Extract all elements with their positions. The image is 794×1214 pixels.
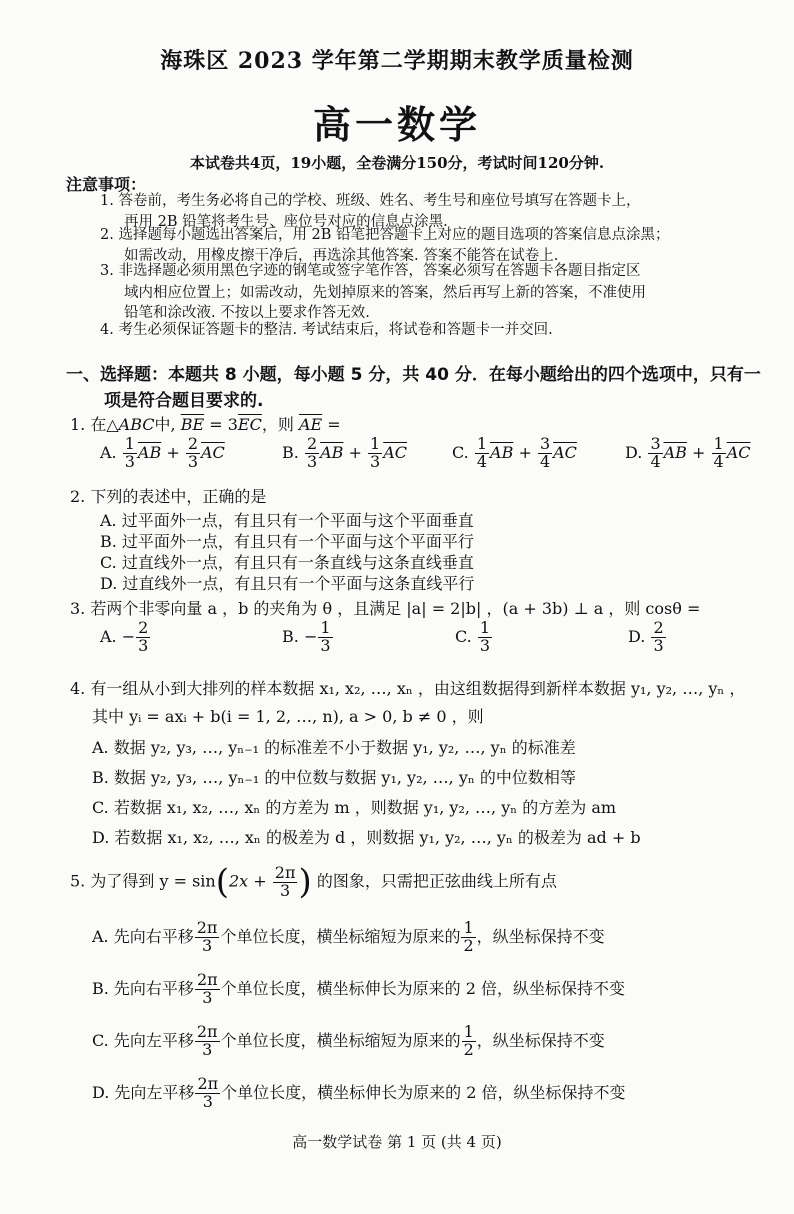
question-1-option-c: C. $\frac{1}{4}$ $\overline{AB}$ + $\frac{3}{4}$ $\overline{AC}$ [452, 434, 577, 471]
question-5-option-b: B. 先向右平移 $\frac{2\pi}{3}$ 个单位长度，横坐标伸长为原来的 2 倍，纵坐标保持不变 [92, 970, 625, 1007]
question-1-option-b: B. $\frac{2}{3}$ $\overline{AB}$ + $\frac{1}{3}$ $\overline{AC}$ [282, 434, 407, 471]
question-4-stem-line-1: 4. 有一组从小到大排列的样本数据 x₁, x₂, …, xₙ ，由这组数据得到新样本数据 y₁, y₂, …, yₙ ， [70, 679, 746, 698]
notice-1-line-2: 再用 2B 铅笔将考生号、座位号对应的信息点涂黑. [124, 214, 448, 230]
notice-2-line-2: 如需改动，用橡皮擦干净后，再选涂其他答案. 答案不能答在试卷上. [124, 248, 559, 264]
question-4-option-a: A. 数据 y₂, y₃, …, yₙ₋₁ 的标准差不小于数据 y₁, y₂, …, yₙ 的标准差 [92, 738, 576, 757]
question-2-stem: 2. 下列的表述中，正确的是 [70, 487, 267, 506]
question-4-stem-line-2: 其中 yᵢ = axᵢ + b(i = 1, 2, …, n), a > 0, b ≠ 0 ，则 [92, 707, 484, 726]
question-5-option-a: A. 先向右平移 $\frac{2\pi}{3}$ 个单位长度，横坐标缩短为原来的 $\frac{1}{2}$ ，纵坐标保持不变 [92, 918, 605, 955]
page-footer: 高一数学试卷 第 1 页 (共 4 页) [292, 1133, 502, 1151]
notice-3-line-3: 铅笔和涂改液. 不按以上要求作答无效. [124, 305, 370, 321]
question-3-option-a: A. − $\frac{2}{3}$ [100, 618, 149, 655]
question-2-option-a: A. 过平面外一点，有且只有一个平面与这个平面垂直 [100, 511, 474, 530]
notice-2-line-1: 2. 选择题每小题选出答案后，用 2B 铅笔把答题卡上对应的题目选项的答案信息点涂黑； [100, 227, 670, 243]
notice-title: 注意事项： [66, 175, 147, 194]
question-3-option-c: C. $\frac{1}{3}$ [455, 618, 491, 655]
notice-4-line-1: 4. 考生必须保证答题卡的整洁. 考试结束后，将试卷和答题卡一并交回. [100, 322, 553, 338]
question-3-option-d: D. $\frac{2}{3}$ [628, 618, 664, 655]
question-3-option-b: B. − $\frac{1}{3}$ [282, 618, 331, 655]
section-1-heading: 一、选择题：本题共 8 小题，每小题 5 分，共 40 分．在每小题给出的四个选项中，只有一 [66, 365, 761, 385]
question-2-option-c: C. 过直线外一点，有且只有一条直线与这条直线垂直 [100, 553, 474, 572]
question-2-option-d: D. 过直线外一点，有且只有一个平面与这条直线平行 [100, 574, 475, 593]
question-4-option-d: D. 若数据 x₁, x₂, …, xₙ 的极差为 d ，则数据 y₁, y₂, …, yₙ 的极差为 ad + b [92, 828, 641, 847]
question-1-stem: 1. 在△ABC中, $\overline{BE} = 3\overline{EC}$，则 $\overline{AE}$ = [70, 415, 341, 434]
notice-1-line-1: 1. 答卷前，考生务必将自己的学校、班级、姓名、考生号和座位号填写在答题卡上， [100, 193, 641, 209]
question-5-option-c: C. 先向左平移 $\frac{2\pi}{3}$ 个单位长度，横坐标缩短为原来的 $\frac{1}{2}$ ，纵坐标保持不变 [92, 1022, 605, 1059]
question-2-option-b: B. 过平面外一点，有且只有一个平面与这个平面平行 [100, 532, 474, 551]
question-5-stem: 5. 为了得到 y = sin(2x + $\frac{2\pi}{3}$ ) 的图象，只需把正弦曲线上所有点 [70, 862, 557, 902]
section-1-heading-cont: 项是符合题目要求的. [104, 391, 264, 411]
notice-3-line-2: 域内相应位置上；如需改动，先划掉原来的答案，然后再写上新的答案，不准使用 [124, 285, 646, 301]
exam-info: 本试卷共4页，19小题，全卷满分150分，考试时间120分钟. [189, 154, 605, 172]
question-1-option-d: D. $\frac{3}{4}$ $\overline{AB}$ + $\frac{1}{4}$ $\overline{AC}$ [625, 434, 751, 471]
question-3-stem: 3. 若两个非零向量 a ，b 的夹角为 θ ，且满足 |a| = 2|b| ，(a + 3b) ⊥ a ，则 cosθ = [70, 599, 701, 618]
question-4-option-b: B. 数据 y₂, y₃, …, yₙ₋₁ 的中位数与数据 y₁, y₂, …, yₙ 的中位数相等 [92, 768, 576, 787]
exam-title: 海珠区 2023 学年第二学期期末教学质量检测 [160, 48, 634, 74]
notice-3-line-1: 3. 非选择题必须用黑色字迹的钢笔或签字笔作答，答案必须写在答题卡各题目指定区 [100, 263, 641, 279]
question-4-option-c: C. 若数据 x₁, x₂, …, xₙ 的方差为 m ，则数据 y₁, y₂, …, yₙ 的方差为 am [92, 798, 617, 817]
question-5-option-d: D. 先向左平移 $\frac{2\pi}{3}$ 个单位长度，横坐标伸长为原来的 2 倍，纵坐标保持不变 [92, 1074, 626, 1111]
question-1-option-a: A. $\frac{1}{3}$ $\overline{AB}$ + $\frac{2}{3}$ $\overline{AC}$ [100, 434, 225, 471]
subject-title: 高一数学 [312, 103, 481, 147]
